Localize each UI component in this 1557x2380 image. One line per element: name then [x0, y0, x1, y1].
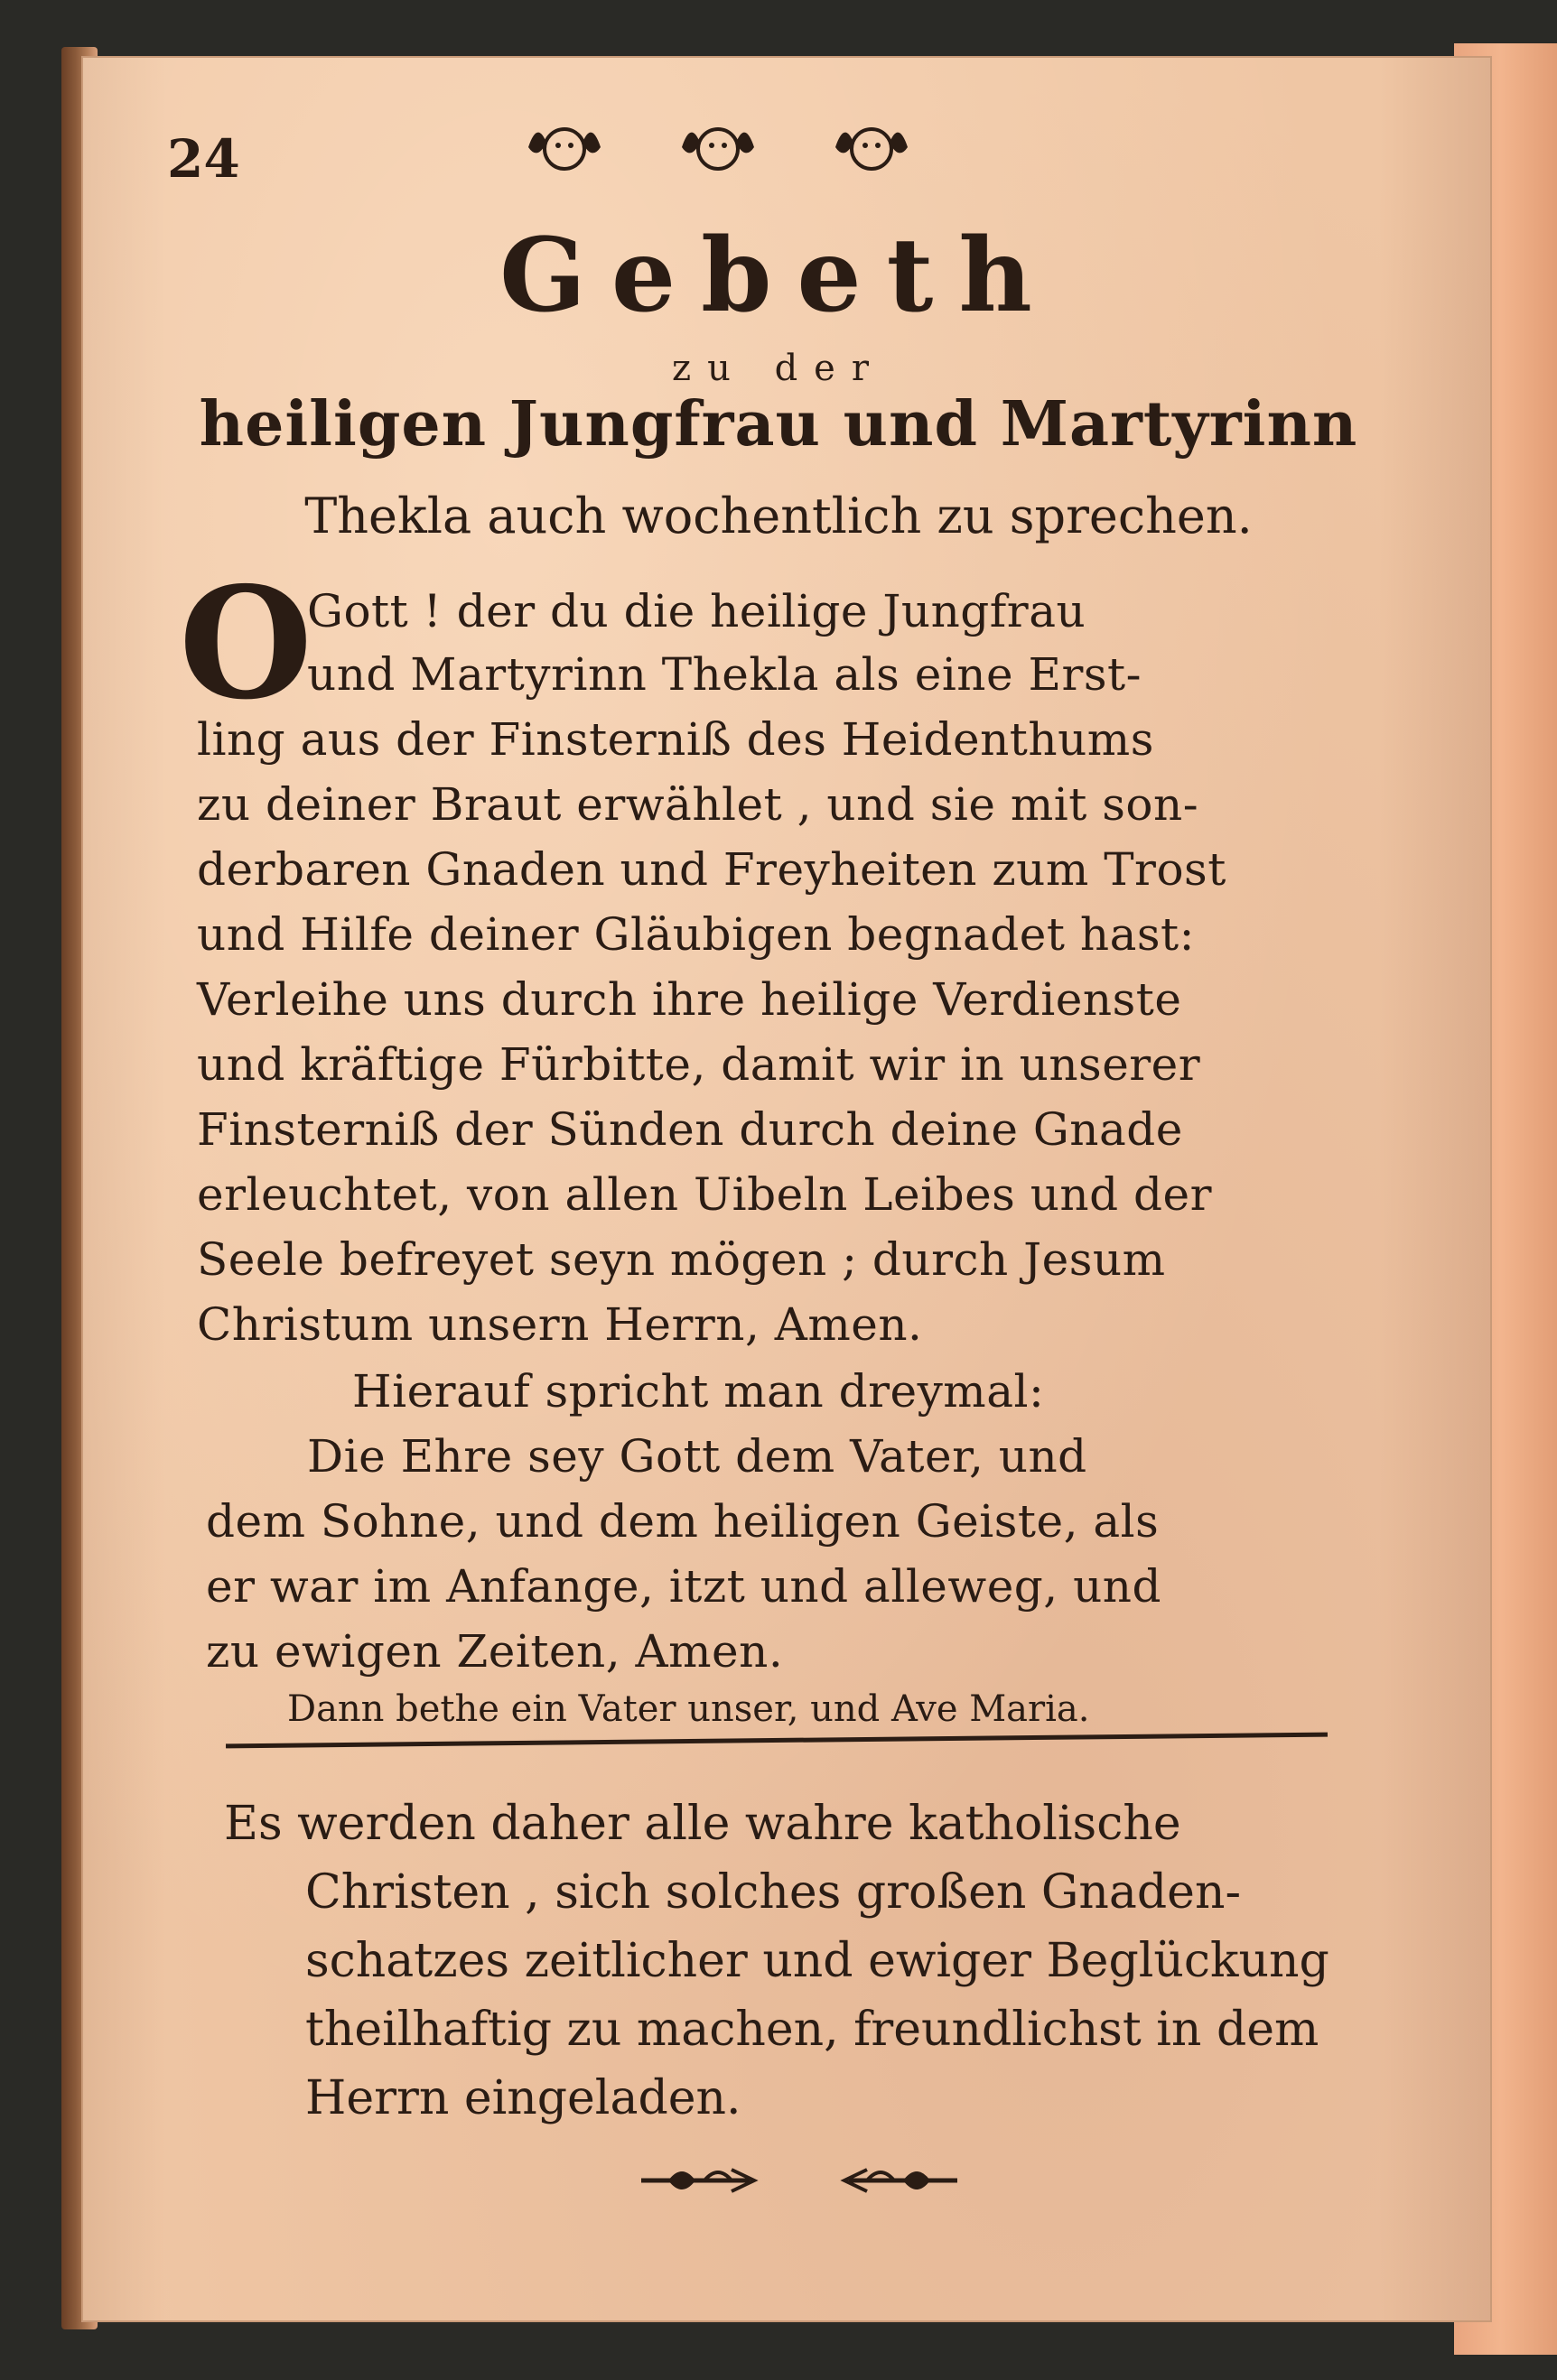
heading-line-2: Thekla auch wochentlich zu sprechen. [304, 488, 1253, 544]
closing-line: schatzes zeitlicher und ewiger Beglückung [305, 1934, 1329, 1988]
title-connector: zu der [672, 348, 885, 389]
cherub-icon [528, 129, 601, 169]
prayer-line: und Martyrinn Thekla als eine Erst- [307, 648, 1142, 701]
closing-line: theilhaftig zu machen, freundlichst in dem [305, 2003, 1319, 2057]
drop-cap: O [179, 553, 313, 734]
closing-line: Christen , sich solches großen Gnaden- [305, 1865, 1242, 1920]
instruction-line: Hierauf spricht man dreymal: [352, 1365, 1045, 1418]
prayer-line: Seele befreyet seyn mögen ; durch Jesum [197, 1233, 1166, 1286]
prayer-line: Finsterniß der Sünden durch deine Gnade [197, 1103, 1183, 1156]
prayer-line: Verleihe uns durch ihre heilige Verdienste [197, 973, 1182, 1026]
doxology-line: er war im Anfange, itzt und alleweg, und [206, 1560, 1161, 1613]
page-number: 24 [167, 128, 240, 190]
prayer-line: zu deiner Braut erwählet , und sie mit son- [197, 778, 1199, 831]
doxology-line: zu ewigen Zeiten, Amen. [206, 1625, 784, 1678]
prayer-line: erleuchtet, von allen Uibeln Leibes und der [197, 1168, 1213, 1221]
heading-line-1: heiligen Jungfrau und Martyrinn [199, 388, 1358, 460]
cherub-icon [682, 129, 754, 169]
doxology-line: dem Sohne, und dem heiligen Geiste, als [206, 1495, 1160, 1548]
floral-tailpiece-icon [632, 2153, 966, 2208]
cherub-icon [835, 129, 908, 169]
rubric-note: Dann bethe ein Vater unser, und Ave Maria. [287, 1688, 1090, 1730]
closing-line: Es werden daher alle wahre katholische [224, 1797, 1181, 1851]
closing-line: Herrn eingeladen. [305, 2071, 741, 2125]
prayer-line: Christum unsern Herrn, Amen. [197, 1298, 923, 1351]
prayer-line: Gott ! der du die heilige Jungfrau [307, 585, 1086, 637]
prayer-line: und kräftige Fürbitte, damit wir in unserer [197, 1038, 1201, 1091]
prayer-line: ling aus der Finsterniß des Heidenthums [197, 713, 1154, 766]
prayer-line: derbaren Gnaden und Freyheiten zum Trost [197, 843, 1226, 896]
doxology-line: Die Ehre sey Gott dem Vater, und [307, 1430, 1087, 1483]
prayer-line: und Hilfe deiner Gläubigen begnadet hast: [197, 908, 1195, 961]
header-ornament-row [515, 107, 939, 188]
page-title: Gebeth [499, 217, 1058, 335]
